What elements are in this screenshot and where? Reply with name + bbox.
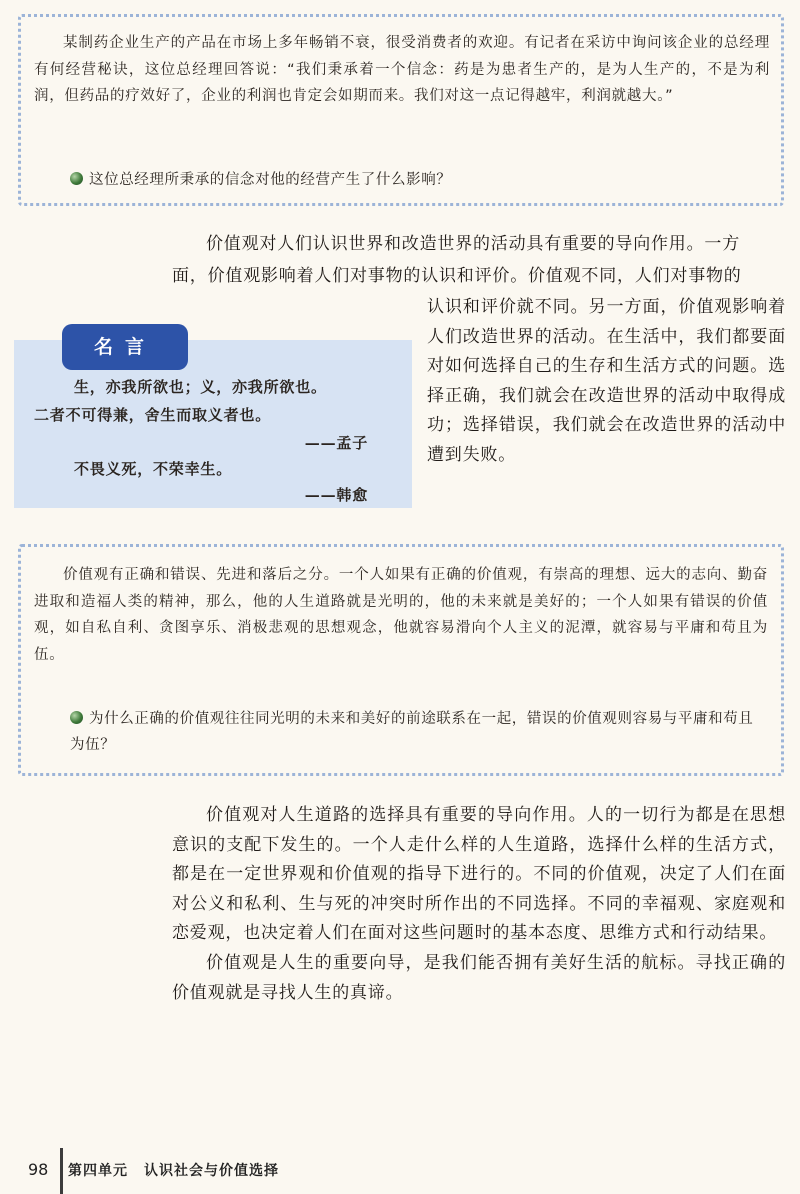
unit-number: 第四单元	[68, 1163, 128, 1179]
page-number: 98	[28, 1160, 49, 1179]
case-2-question-text: 为什么正确的价值观往往同光明的未来和美好的前途联系在一起，错误的价值观则容易与平庸和苟且为伍？	[70, 711, 754, 753]
body-2-para-1: 价值观对人生道路的选择具有重要的导向作用。人的一切行为都是在思想意识的支配下发生的。一个人走什么样的人生道路，选择什么样的生活方式，都是在一定世界观和价值观的指导下进行的。不同的价值观，决定了人们在面对公义和私利、生与死的冲突时所作出的不同选择。不同的幸福观、家庭观和恋爱观，也决定着人们在面对这些问题时的基本态度、思维方式和行动结果。	[172, 805, 786, 944]
body-2	[172, 801, 786, 1008]
case-1-text	[34, 30, 770, 110]
quote-line-1: 生，亦我所欲也；义，亦我所欲也。	[74, 378, 327, 396]
body-2-para-2: 价值观是人生的重要向导，是我们能否拥有美好生活的航标。寻找正确的价值观就是寻找人生的真谛。	[172, 952, 786, 1003]
unit-title: 认识社会与价值选择	[144, 1163, 279, 1179]
question-bullet-icon	[70, 172, 83, 185]
case-2-paragraph: 价值观有正确和错误、先进和落后之分。一个人如果有正确的价值观，有崇高的理想、远大的志向、勤奋进取和造福人类的精神，那么，他的人生道路就是光明的，他的未来就是美好的；一个人如果有错误的价值观，如自私自利、贪图享乐、消极悲观的思想观念，他就容易滑向个人主义的泥潭，就容易与平庸和苟且为伍。	[34, 567, 768, 663]
quote-header: 名言	[62, 324, 188, 370]
body-1-rest	[427, 293, 786, 471]
body-1-rest-text: 认识和评价就不同。另一方面，价值观影响着人们改造世界的活动。在生活中，我们都要面对如何选择自己的生存和生活方式的问题。选择正确，我们就会在改造世界的活动中取得成功；选择错误，我们就会在改造世界的活动中遭到失败。	[427, 297, 786, 465]
quote-line-2: 二者不可得兼，舍生而取义者也。	[34, 406, 272, 424]
case-2-text	[34, 562, 768, 668]
case-1-question-text: 这位总经理所秉承的信念对他的经营产生了什么影响？	[89, 172, 452, 188]
quote-author-1: ——孟子	[304, 434, 368, 452]
body-1-line-2: 面，价值观影响着人们对事物的认识和评价。价值观不同，人们对事物的	[172, 266, 742, 286]
quote-author-2: ——韩愈	[304, 486, 368, 504]
body-1-line-1: 价值观对人们认识世界和改造世界的活动具有重要的导向作用。一方	[206, 234, 740, 254]
quote-line-3: 不畏义死，不荣幸生。	[74, 460, 233, 478]
question-bullet-icon	[70, 711, 83, 724]
case-1-paragraph: 某制药企业生产的产品在市场上多年畅销不衰，很受消费者的欢迎。有记者在采访中询问该企业的总经理有何经营秘诀，这位总经理回答说：“我们秉承着一个信念：药是为患者生产的，是为人生产的，不是为利润，但药品的疗效好了，企业的利润也肯定会如期而来。我们对这一点记得越牢，利润就越大。”	[34, 35, 770, 104]
footer-unit-label	[68, 1160, 279, 1180]
case-1-question	[70, 167, 770, 193]
case-2-question	[70, 706, 766, 758]
footer-divider	[60, 1148, 63, 1194]
